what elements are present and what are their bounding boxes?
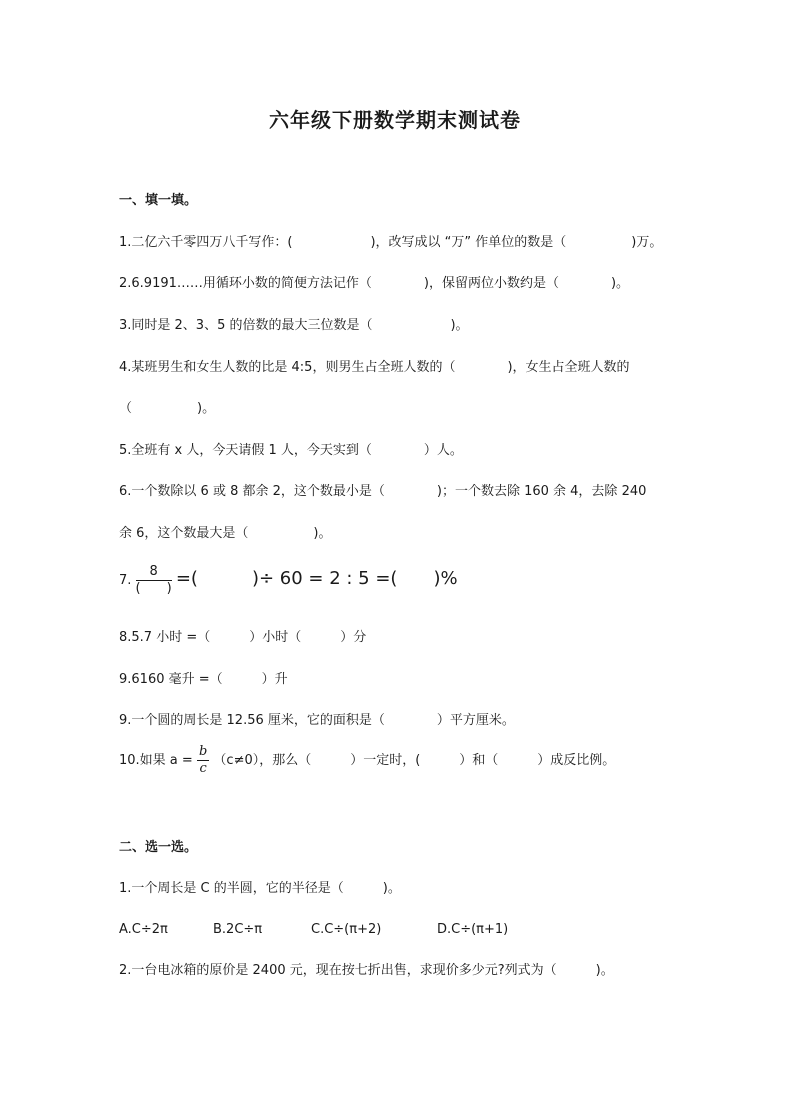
page-title: 六年级下册数学期末测试卷	[269, 108, 521, 132]
choice-question-2: 2.一台电冰箱的原价是 2400 元，现在按七折出售，求现价多少元?列式为（ )。	[119, 963, 614, 978]
question-7	[119, 564, 458, 597]
section-1-heading: 一、填一填。	[119, 193, 198, 208]
question-4-line-2: （ )。	[119, 401, 216, 416]
question-7-prefix: 7.	[119, 573, 132, 588]
question-6-line-1: 6.一个数除以 6 或 8 都余 2，这个数最小是（ )；一个数去除 160 余 4，去除 240	[119, 484, 647, 499]
question-3: 3.同时是 2、3、5 的倍数的最大三位数是（ )。	[119, 318, 469, 333]
question-10-prefix: 10.如果 a =	[119, 753, 193, 768]
question-10-suffix: （c≠0），那么（ ）一定时，( ）和（ ）成反比例。	[213, 753, 616, 768]
option-b: B.2C÷π	[213, 922, 263, 937]
question-8: 8.5.7 小时 =（ ）小时（ ）分	[119, 630, 367, 645]
question-10-numerator: b	[198, 744, 208, 759]
question-6-line-2: 余 6，这个数最大是（ )。	[119, 526, 332, 541]
question-4-line-1: 4.某班男生和女生人数的比是 4:5，则男生占全班人数的（ )，女生占全班人数的	[119, 360, 630, 375]
question-2: 2.6.9191……用循环小数的简便方法记作（ )，保留两位小数约是（ )。	[119, 276, 630, 291]
section-2-heading: 二、选一选。	[119, 840, 198, 855]
option-c: C.C÷(π+2)	[311, 922, 382, 937]
question-1: 1.二亿六千零四万八千写作：( )，改写成以 “万” 作单位的数是（ )万。	[119, 235, 663, 250]
question-7-denominator: ( )	[135, 581, 172, 596]
choice-question-1: 1.一个周长是 C 的半圆，它的半径是（ )。	[119, 881, 401, 896]
question-10	[119, 744, 615, 777]
option-d: D.C÷(π+1)	[437, 922, 509, 937]
question-7-percent: ( )%	[390, 568, 458, 589]
question-9a: 9.6160 毫升 =（ ）升	[119, 672, 288, 687]
question-10-fraction	[197, 744, 209, 777]
question-9b: 9.一个圆的周长是 12.56 厘米，它的面积是（ ）平方厘米。	[119, 713, 515, 728]
question-7-fraction	[136, 564, 172, 597]
question-7-numerator: 8	[136, 564, 172, 581]
option-a: A.C÷2π	[119, 922, 168, 937]
question-5: 5.全班有 x 人，今天请假 1 人，今天实到（ ）人。	[119, 443, 463, 458]
question-7-expression: =( )÷ 60 = 2 : 5 =	[175, 568, 391, 589]
question-10-denominator: c	[199, 761, 207, 776]
